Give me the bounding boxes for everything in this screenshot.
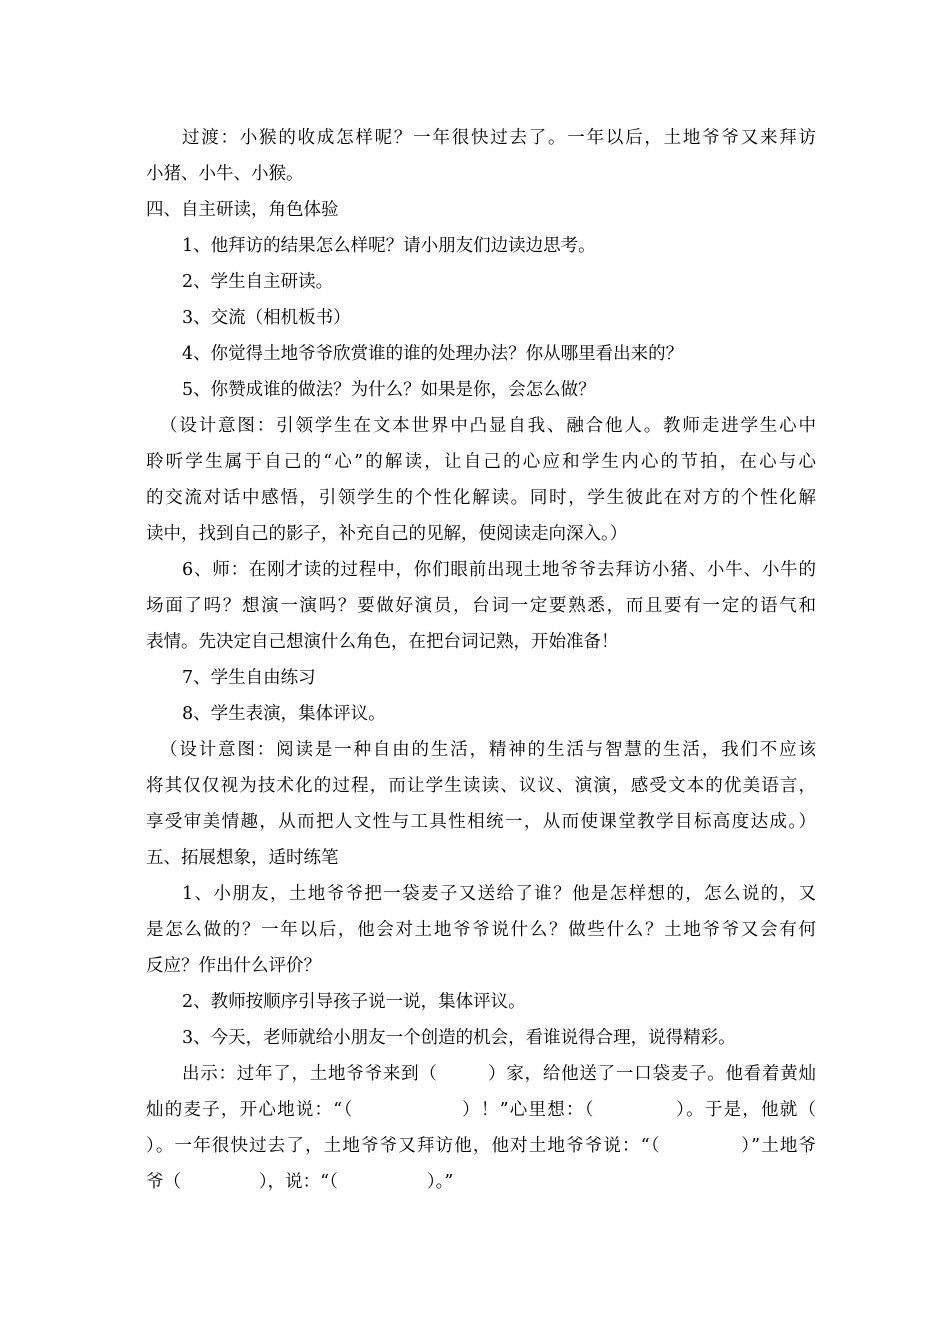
list-item: 1、小朋友，土地爷爷把一袋麦子又送给了谁？他是怎样想的，怎么说的，又 — [182, 884, 816, 904]
design-note-line: 读中，找到自己的影子，补充自己的见解，使阅读走向深入。） — [146, 524, 628, 544]
exercise-line: 灿的麦子，开心地说：“（ ）！”心里想：（ ）。于是，他就（ — [146, 1100, 816, 1120]
design-note-line: 享受审美情趣，从而把人文性与工具性相统一，从而使课堂教学目标高度达成。） — [146, 812, 816, 832]
text-line: 是怎么做的？一年以后，他会对土地爷爷说什么？做些什么？土地爷爷又会有何 — [146, 920, 816, 940]
text-line-transition: 过渡：小猴的收成怎样呢？一年很快过去了。一年以后，土地爷爷又来拜访 — [182, 128, 816, 148]
list-item: 7、学生自由练习 — [182, 668, 316, 688]
list-item: 8、学生表演，集体评议。 — [182, 704, 386, 724]
text-line: 反应？作出什么评价？ — [146, 956, 321, 976]
text-line: 表情。先决定自己想演什么角色，在把台词记熟，开始准备！ — [146, 632, 619, 652]
design-note-line: 聆听学生属于自己的“心”的解读，让自己的心应和学生内心的节拍，在心与心 — [146, 452, 816, 472]
list-item: 5、你赞成谁的做法？为什么？如果是你，会怎么做？ — [182, 380, 596, 400]
section-heading-4: 四、自主研读，角色体验 — [146, 200, 339, 220]
exercise-line: 爷（ ），说：“（ ）。” — [146, 1172, 454, 1192]
list-item: 3、今天，老师就给小朋友一个创造的机会，看谁说得合理，说得精彩。 — [182, 1028, 736, 1048]
section-heading-5: 五、拓展想象，适时练笔 — [146, 848, 339, 868]
list-item: 2、教师按顺序引导孩子说一说，集体评议。 — [182, 992, 526, 1012]
exercise-line: ）。一年很快过去了，土地爷爷又拜访他，他对土地爷爷说：“（ ）”土地爷 — [146, 1136, 816, 1156]
design-note-line: 将其仅仅视为技术化的过程，而让学生读读、议议、演演，感受文本的优美语言， — [146, 776, 816, 796]
design-note-line: 的交流对话中感悟，引领学生的个性化解读。同时，学生彼此在对方的个性化解 — [146, 488, 816, 508]
list-item: 1、他拜访的结果怎么样呢？请小朋友们边读边思考。 — [182, 236, 596, 256]
text-line: 场面了吗？想演一演吗？要做好演员，台词一定要熟悉，而且要有一定的语气和 — [146, 596, 816, 616]
list-item: 6、师：在刚才读的过程中，你们眼前出现土地爷爷去拜访小猪、小牛、小牛的 — [182, 560, 816, 580]
list-item: 4、你觉得土地爷爷欣赏谁的谁的处理办法？你从哪里看出来的？ — [182, 344, 684, 364]
design-note-line: （设计意图：引领学生在文本世界中凸显自我、融合他人。教师走进学生心中 — [160, 416, 816, 436]
list-item: 2、学生自主研读。 — [182, 272, 334, 292]
list-item: 3、交流（相机板书） — [182, 308, 351, 328]
exercise-line: 出示：过年了，土地爷爷来到（ ）家，给他送了一口袋麦子。他看着黄灿 — [182, 1064, 816, 1084]
text-line: 小猪、小牛、小猴。 — [146, 164, 304, 184]
design-note-line: （设计意图：阅读是一种自由的生活，精神的生活与智慧的生活，我们不应该 — [160, 740, 816, 760]
